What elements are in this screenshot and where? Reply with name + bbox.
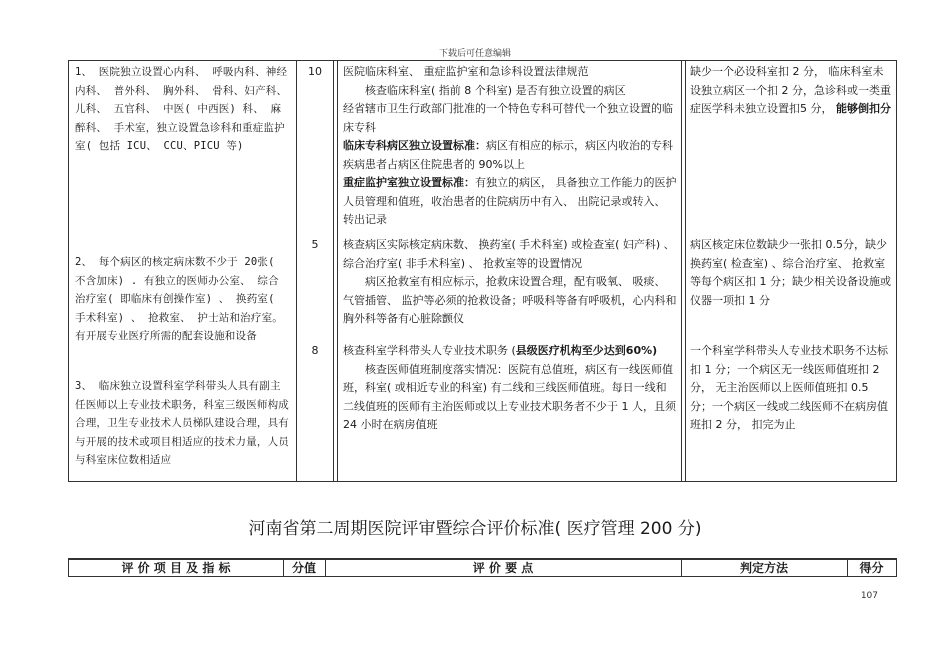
point-text xyxy=(343,137,677,174)
point-text: 医院临床科室、 重症监护室和急诊科设置法律规范 xyxy=(343,65,589,78)
point-label: 重症监护室独立设置标准： xyxy=(343,176,475,189)
judgment-method: 病区核定床位数缺少一张扣 0.5分，缺少换药室( 检查室) 、综合治疗室、 抢救室等每个病区扣 1 分；缺少相关设备设施或仪器一项扣 1 分 xyxy=(690,238,891,307)
point-text: 病区抢救室有相应标示，抢救床设置合理，配有吸氧、 吸痰、 气管插管、 监护等必须的抢救设备；呼吸科等备有呼吸机，心内科和胸外科等备有心脏除颤仪 xyxy=(343,275,677,325)
page-title: 河南省第二周期医院评审暨综合评价标准( 医疗管理 200 分) xyxy=(248,519,702,539)
evaluation-points xyxy=(343,342,677,435)
point-text xyxy=(343,174,677,230)
header-result: 得分 xyxy=(859,561,884,575)
evaluation-points xyxy=(343,63,677,230)
point-text: 核查医师值班制度落实情况：医院有总值班，病区有一线医师值班，科室( 或相近专业的科室) 有二线和三线医师值班。每日一线和二线值班的医师有主治医师或以上专业技术职务者不少于 1 人，且须 24 小时在病房值班 xyxy=(343,362,676,431)
judgment-method: 一个科室学科带头人专业技术职务不达标扣 1 分；一个病区无一线医师值班扣 2 分， 无主治医师以上医师值班扣 0.5 分；一个病区一线或二线医师不在病房值班扣 2 分， 扣完为止 xyxy=(690,344,888,431)
page-number: 107 xyxy=(860,591,878,601)
point-bold-tail: 县级医疗机构至少达到60%) xyxy=(515,344,658,357)
header-item: 评 价 项 目 及 指 标 xyxy=(121,561,231,575)
header-method: 判定方法 xyxy=(739,561,788,575)
criteria-table xyxy=(68,60,897,482)
column-divider xyxy=(681,61,682,481)
column-divider xyxy=(685,61,686,481)
criteria-text: 2、 每个病区的核定病床数不少于 20张( 不含加床) . 有独立的医师办公室、 综合治疗室( 即临床有创操作室) 、 换药室( 手术科室) 、 抢救室、 护士站和治疗室。有开展专业医疗所需的配套设施和设备 xyxy=(75,256,283,342)
point-body: 核查科室学科带头人专业技术职务 ( xyxy=(343,344,516,357)
header-score: 分值 xyxy=(291,561,316,575)
evaluation-points xyxy=(343,236,677,329)
header-row xyxy=(68,558,897,577)
point-label: 临床专科病区独立设置标准： xyxy=(343,139,486,152)
page-header: 下载后可任意编辑 xyxy=(438,49,511,59)
column-divider xyxy=(337,61,338,481)
judgment-method xyxy=(690,63,892,119)
column-divider xyxy=(296,61,297,481)
header-points: 评 价 要 点 xyxy=(472,561,534,575)
criteria-text: 3、 临床独立设置科室学科带头人具有副主任医师以上专业技术职务，科室三级医师构成合理，卫生专业技术人员梯队建设合理，具有与开展的技术或项目相适应的技术力量，人员与科室床位数相适应 xyxy=(75,380,289,466)
score-value: 10 xyxy=(308,65,322,78)
method-text: 缺少一个必设科室扣 2 分， 临床科室未设独立病区一个扣 2 分，急诊科或一类重症医学科未独立设置扣5 分， xyxy=(690,65,891,115)
point-text: 核查病区实际核定病床数、 换药室( 手术科室) 或检查室( 妇产科) 、 综合治疗室( 非手术科室) 、 抢救室等的设置情况 xyxy=(343,238,675,270)
score-value: 5 xyxy=(311,238,319,251)
point-text: 核查临床科室( 指前 8 个科室) 是否有独立设置的病区 xyxy=(365,83,626,97)
point-body: 有独立的病区， 具备独立工作能力的医护人员管理和值班，收治患者的住院病历中有入、 出院记录或转入、 转出记录 xyxy=(343,176,677,226)
point-text xyxy=(343,342,677,361)
criteria-text: 1、 医院独立设置心内科、 呼吸内科、神经内科、 普外科、 胸外科、 骨科、妇产科、 儿科、 五官科、 中医( 中西医) 科、 麻醉科、 手术室，独立设置急诊科和重症监护室( 包括 ICU、 CCU、PICU 等) xyxy=(75,66,288,152)
column-divider xyxy=(333,61,334,481)
point-body: 病区有相应的标示，病区内收治的专科疾病患者占病区住院患者的 90%以上 xyxy=(343,139,673,171)
point-text: 经省辖市卫生行政部门批准的一个特色专科可替代一个独立设置的临床专科 xyxy=(343,102,673,134)
method-bold-text: 能够倒扣分 xyxy=(836,102,891,115)
score-value: 8 xyxy=(311,344,319,357)
